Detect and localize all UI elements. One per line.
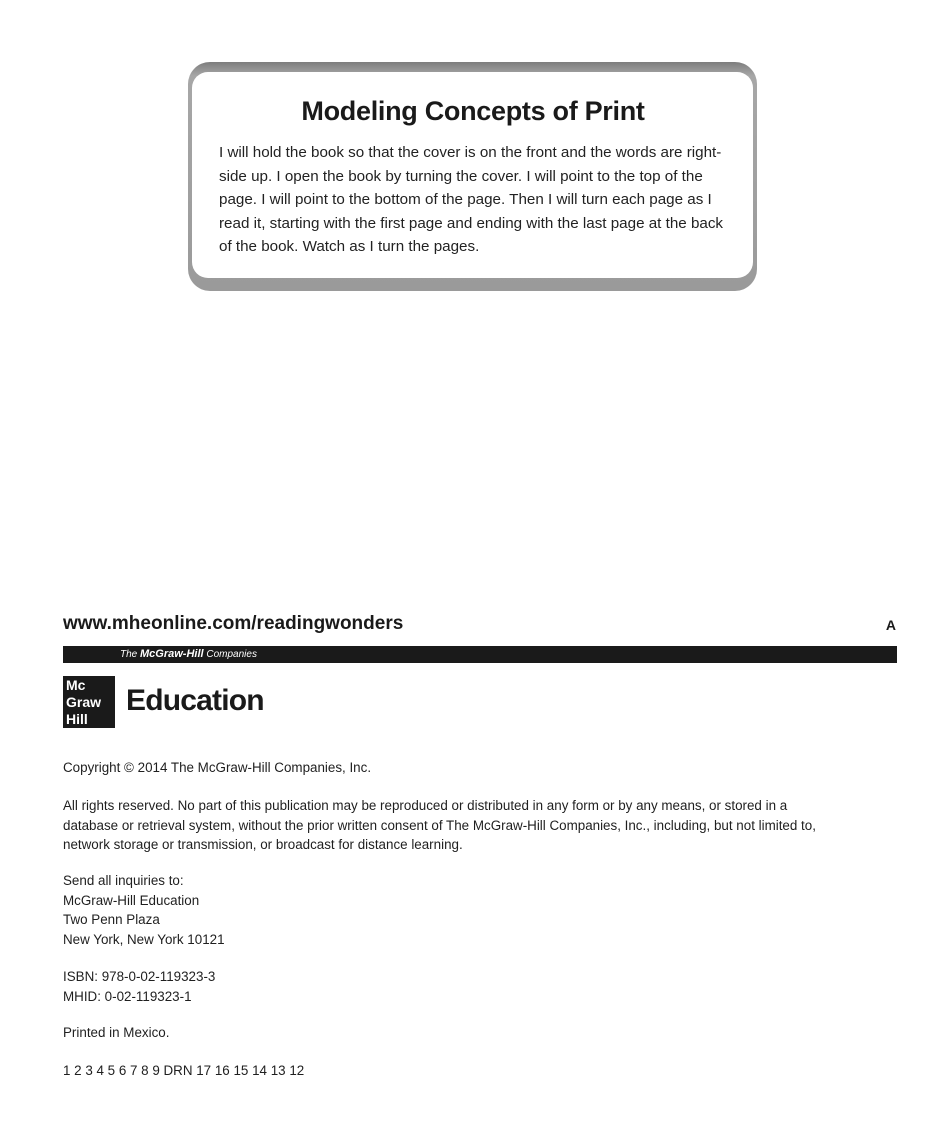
edition-letter: A: [885, 617, 896, 633]
callout-title: Modeling Concepts of Print: [301, 96, 645, 126]
rights-paragraph: [63, 796, 843, 855]
inquiries-company: McGraw-Hill Education: [63, 892, 200, 908]
inquiries-street: Two Penn Plaza: [63, 912, 160, 927]
callout-body: I will hold the book so that the cover is on the front and the words are right-side up. I open the book by turning the cover. I will point to the top of the page. I will point to the bottom of the page. Then I will turn each page as I read it, starting with the first page and ending with the last page at the back of the book. Watch as I turn the pages.: [219, 144, 724, 255]
isbn-text: ISBN: 978-0-02-119323-3: [63, 969, 216, 984]
mhid-text: MHID: 0-02-119323-1: [63, 988, 192, 1004]
bar-prefix: The: [120, 649, 138, 660]
inquiries-heading: Send all inquiries to:: [63, 873, 184, 888]
rights-text: All rights reserved. No part of this publication may be reproduced or distributed in any form or by any means, or stored in a database or retrieval system, without the prior written consent of The McGraw-Hill Companies, Inc., including, but not limited to, network storage or transmission, or broadcast for distance learning.: [63, 798, 816, 852]
copyright-line: [63, 758, 371, 778]
identifiers-block: [63, 967, 215, 1006]
inquiries-city: New York, New York 10121: [63, 931, 225, 947]
logo-line-1: Mc: [66, 677, 86, 693]
callout-inner: [192, 72, 753, 278]
mcgraw-hill-logo-icon: [63, 676, 115, 728]
website-url[interactable]: www.mheonline.com/readingwonders: [63, 613, 404, 634]
bar-brand: McGraw-Hill: [140, 648, 204, 660]
printed-text: Printed in Mexico.: [63, 1025, 170, 1040]
logo-line-2: Graw: [66, 694, 102, 710]
publisher-bar: [63, 646, 897, 663]
printing-number-text: 1 2 3 4 5 6 7 8 9 DRN 17 16 15 14 13 12: [63, 1063, 305, 1078]
logo-line-3: Hill: [66, 711, 88, 727]
bar-suffix: Companies: [206, 649, 257, 660]
logo-wordmark: Education: [126, 684, 264, 717]
callout-box: [188, 62, 757, 291]
printed-line: [63, 1023, 169, 1043]
inquiries-block: [63, 871, 225, 949]
printing-line: [63, 1061, 304, 1081]
copyright-text: Copyright © 2014 The McGraw-Hill Companies, Inc.: [63, 760, 372, 775]
